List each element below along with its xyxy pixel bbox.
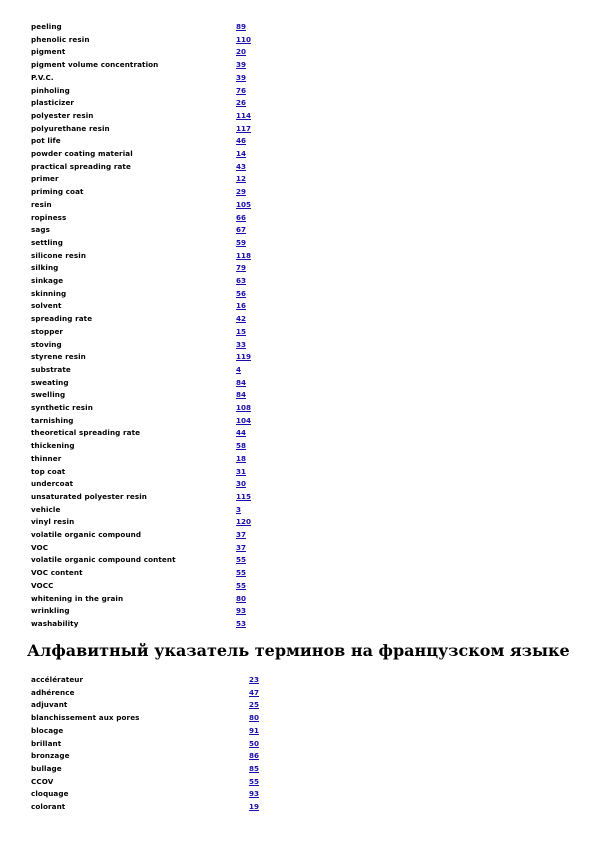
- index-term: blocage: [31, 725, 64, 735]
- index-term: adjuvant: [31, 700, 68, 710]
- index-term: solvent: [31, 301, 62, 311]
- page-reference-link[interactable]: 55: [249, 776, 260, 786]
- index-term: theoretical spreading rate: [31, 428, 141, 438]
- page-reference-link[interactable]: 67: [236, 225, 247, 235]
- index-term: substrate: [31, 364, 71, 374]
- page-reference-link[interactable]: 63: [236, 276, 247, 285]
- page-reference-link[interactable]: 30: [236, 479, 247, 489]
- page-reference-link[interactable]: 37: [236, 530, 247, 539]
- index-term: unsaturated polyester resin: [31, 491, 147, 501]
- page-reference-link[interactable]: 56: [236, 288, 247, 298]
- page-reference-link[interactable]: 119: [236, 352, 252, 362]
- index-term: silking: [31, 263, 59, 273]
- page-reference-link[interactable]: 18: [236, 453, 247, 463]
- page-reference-link[interactable]: 29: [236, 187, 247, 197]
- index-term: polyurethane resin: [31, 123, 110, 133]
- page-reference-link[interactable]: 39: [236, 72, 247, 82]
- page-reference-link[interactable]: 105: [236, 199, 252, 209]
- page-reference-link[interactable]: 26: [236, 98, 247, 108]
- page-reference-link[interactable]: 120: [236, 517, 252, 527]
- index-term: settling: [31, 237, 64, 247]
- page-reference-link[interactable]: 15: [236, 326, 247, 336]
- index-term: washability: [31, 618, 79, 628]
- page-reference-link[interactable]: 93: [249, 789, 260, 799]
- page-reference-link[interactable]: 4: [236, 364, 242, 374]
- page-reference-link[interactable]: 16: [236, 301, 247, 311]
- page-reference-link[interactable]: 46: [236, 136, 247, 146]
- page-reference-link[interactable]: 31: [236, 466, 247, 476]
- page-reference-link[interactable]: 25: [249, 700, 260, 710]
- index-term: colorant: [31, 802, 66, 811]
- page-reference-link[interactable]: 66: [236, 212, 247, 222]
- page-reference-link[interactable]: 3: [236, 504, 242, 514]
- index-term: primer: [31, 174, 59, 184]
- index-term: tarnishing: [31, 415, 74, 425]
- index-term: pigment volume concentration: [31, 60, 159, 70]
- index-term: VOC content: [31, 568, 83, 578]
- index-term: priming coat: [31, 187, 84, 197]
- page-reference-link[interactable]: 80: [249, 713, 260, 723]
- index-term: spreading rate: [31, 314, 93, 324]
- index-term: sweating: [31, 377, 69, 387]
- index-term: pinholing: [31, 85, 70, 95]
- index-term: peeling: [31, 22, 62, 31]
- page-reference-link[interactable]: 59: [236, 237, 247, 247]
- page-reference-link[interactable]: 23: [249, 675, 260, 684]
- page-reference-link[interactable]: 79: [236, 263, 247, 273]
- index-term: accélérateur: [31, 675, 84, 684]
- index-term: sags: [31, 225, 50, 235]
- index-term: swelling: [31, 390, 66, 400]
- page-reference-link[interactable]: 76: [236, 85, 247, 95]
- index-term: pot life: [31, 136, 61, 146]
- page-reference-link[interactable]: 33: [236, 339, 247, 349]
- index-term: stoving: [31, 339, 62, 349]
- page-reference-link[interactable]: 104: [236, 415, 252, 425]
- index-term: practical spreading rate: [31, 161, 131, 171]
- page-reference-link[interactable]: 19: [249, 802, 260, 811]
- page-reference-link[interactable]: 80: [236, 593, 247, 603]
- index-term: sinkage: [31, 276, 64, 285]
- index-term: plasticizer: [31, 98, 75, 108]
- index-term: volatile organic compound content: [31, 555, 176, 565]
- page-reference-link[interactable]: 20: [236, 47, 247, 57]
- page-reference-link[interactable]: 12: [236, 174, 247, 184]
- page-reference-link[interactable]: 50: [249, 738, 260, 748]
- page-reference-link[interactable]: 55: [236, 555, 247, 565]
- index-term: whitening in the grain: [31, 593, 124, 603]
- index-term: P.V.C.: [31, 72, 54, 82]
- index-term: bronzage: [31, 751, 70, 761]
- index-term: stopper: [31, 326, 64, 336]
- page-reference-link[interactable]: 86: [249, 751, 260, 761]
- page-reference-link[interactable]: 47: [249, 687, 260, 697]
- page-reference-link[interactable]: 93: [236, 606, 247, 616]
- index-term: CCOV: [31, 776, 54, 786]
- index-term: vinyl resin: [31, 517, 75, 527]
- index-term: VOC: [31, 542, 49, 552]
- page-reference-link[interactable]: 43: [236, 161, 247, 171]
- index-term: pigment: [31, 47, 66, 57]
- index-term: undercoat: [31, 479, 74, 489]
- page-reference-link[interactable]: 58: [236, 441, 247, 451]
- page-reference-link[interactable]: 42: [236, 314, 247, 324]
- index-term: wrinkling: [31, 606, 70, 616]
- page-reference-link[interactable]: 55: [236, 580, 247, 590]
- french-index-heading: Алфавитный указатель терминов на французском языке: [27, 641, 570, 660]
- index-term: resin: [31, 199, 52, 209]
- index-term: volatile organic compound: [31, 530, 142, 539]
- page-reference-link[interactable]: 14: [236, 149, 247, 158]
- page-reference-link[interactable]: 115: [236, 491, 252, 501]
- page-reference-link[interactable]: 114: [236, 110, 252, 120]
- index-term: vehicle: [31, 504, 61, 514]
- index-term: thickening: [31, 441, 75, 451]
- page-reference-link[interactable]: 84: [236, 377, 247, 387]
- index-term: adhérence: [31, 687, 75, 697]
- page-reference-link[interactable]: 89: [236, 22, 247, 31]
- index-term: silicone resin: [31, 250, 87, 260]
- page-reference-link[interactable]: 117: [236, 123, 252, 133]
- index-term: thinner: [31, 453, 62, 463]
- page-reference-link[interactable]: 118: [236, 250, 252, 260]
- page-reference-link[interactable]: 85: [249, 763, 260, 773]
- index-term: phenolic resin: [31, 34, 90, 44]
- page-reference-link[interactable]: 55: [236, 568, 247, 578]
- index-term: ropiness: [31, 212, 67, 222]
- page-reference-link[interactable]: 39: [236, 60, 247, 70]
- page-reference-link[interactable]: 108: [236, 403, 252, 412]
- page-reference-link[interactable]: 91: [249, 725, 260, 735]
- index-term: top coat: [31, 466, 66, 476]
- index-term: bullage: [31, 763, 62, 773]
- index-term: synthetic resin: [31, 403, 93, 412]
- page-reference-link[interactable]: 37: [236, 542, 247, 552]
- page-reference-link[interactable]: 110: [236, 34, 252, 44]
- page-reference-link[interactable]: 53: [236, 618, 247, 628]
- index-term: polyester resin: [31, 110, 94, 120]
- index-term: skinning: [31, 288, 67, 298]
- index-term: cloquage: [31, 789, 69, 799]
- index-term: VOCC: [31, 580, 54, 590]
- index-term: powder coating material: [31, 149, 133, 158]
- page-reference-link[interactable]: 44: [236, 428, 247, 438]
- index-term: brillant: [31, 738, 62, 748]
- index-term: styrene resin: [31, 352, 86, 362]
- page-reference-link[interactable]: 84: [236, 390, 247, 400]
- index-term: blanchissement aux pores: [31, 713, 140, 723]
